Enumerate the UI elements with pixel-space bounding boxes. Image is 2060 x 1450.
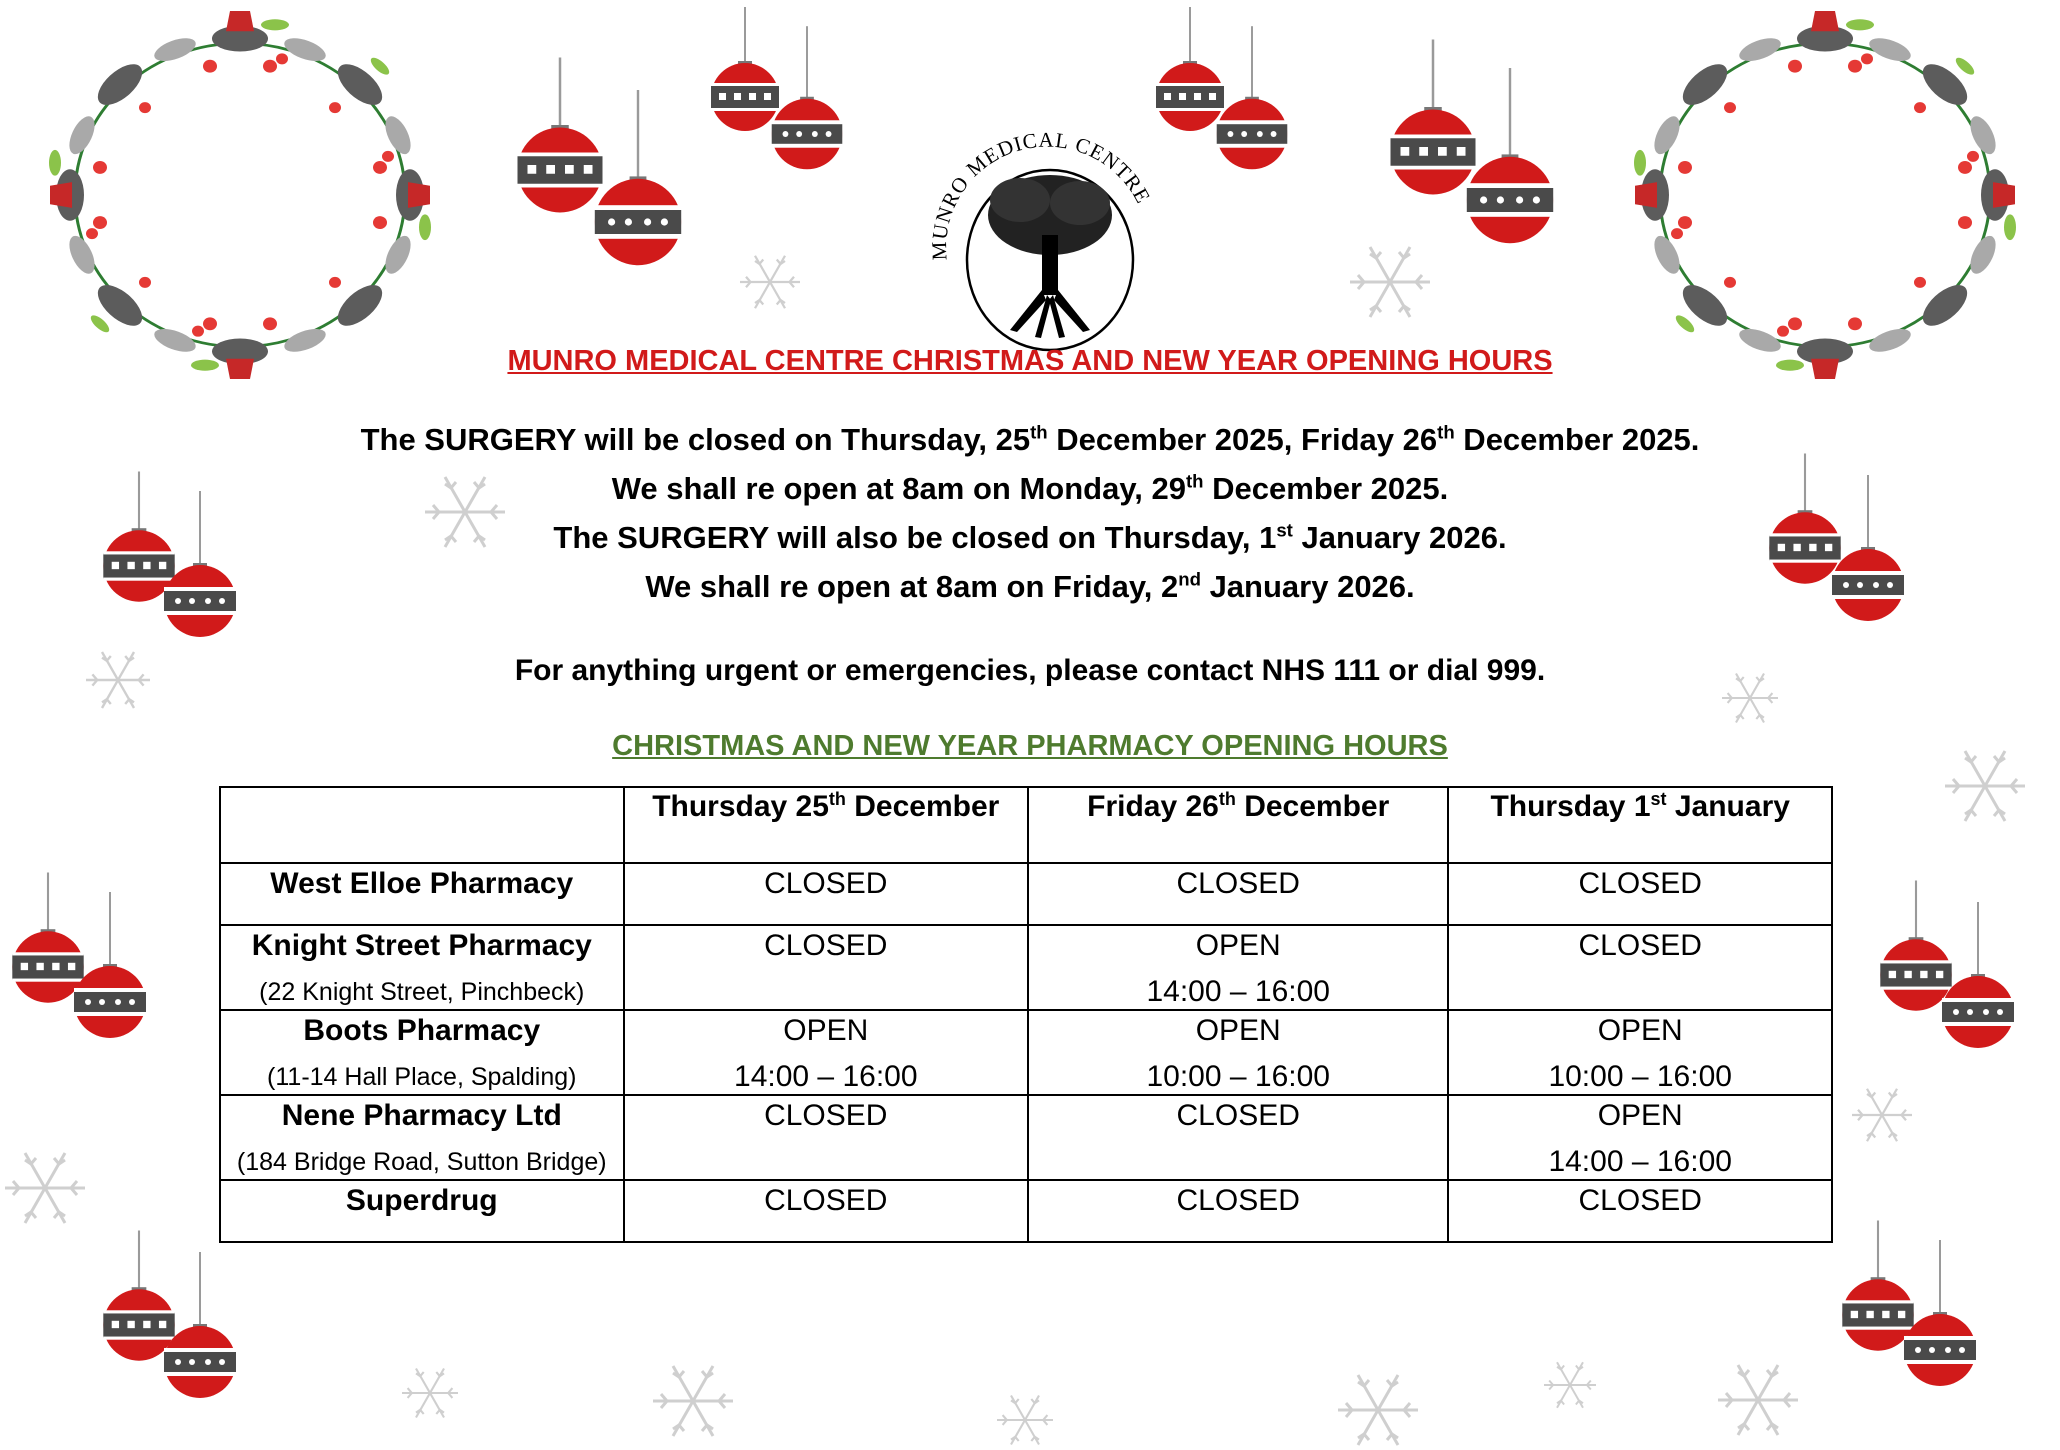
bauble-icon [1156, 7, 1224, 131]
bauble-icon [1880, 881, 1951, 1011]
header-cell-thu-1-jan: Thursday 1st January [1448, 787, 1832, 863]
pharmacy-name-cell: Nene Pharmacy Ltd (184 Bridge Road, Sutton Bridge) [220, 1095, 624, 1180]
table-header-row [220, 787, 1832, 863]
notice-line-2: We shall re open at 8am on Monday, 29th December 2025. [611, 470, 1449, 506]
snowflake-icon [1350, 247, 1430, 317]
bauble-icon [518, 58, 603, 213]
tree-logo-icon [925, 125, 1165, 355]
bauble-icon [772, 26, 843, 169]
snowflake-icon [653, 1366, 733, 1436]
table-row [220, 925, 1832, 1010]
pharmacy-name-cell: Knight Street Pharmacy (22 Knight Street, Pinchbeck) [220, 925, 624, 1010]
hours-cell: OPEN 14:00 – 16:00 [1448, 1095, 1832, 1180]
notice-line-4: We shall re open at 8am on Friday, 2nd January 2026. [645, 568, 1415, 604]
table-row [220, 1180, 1832, 1242]
pharmacy-section-title: CHRISTMAS AND NEW YEAR PHARMACY OPENING HOURS [612, 730, 1448, 762]
snowflake-icon [1852, 1089, 1912, 1142]
pharmacy-hours-table [219, 786, 1833, 1243]
hours-cell: OPEN 10:00 – 16:00 [1448, 1010, 1832, 1095]
hours-cell: CLOSED [624, 925, 1028, 1010]
hours-cell: CLOSED [624, 1095, 1028, 1180]
snowflake-icon [740, 256, 800, 309]
snowflake-icon [402, 1369, 458, 1418]
snowflake-icon [1544, 1362, 1596, 1408]
pharmacy-name-cell: Boots Pharmacy (11-14 Hall Place, Spalding) [220, 1010, 624, 1095]
notice-line-3: The SURGERY will also be closed on Thursday, 1st January 2026. [553, 519, 1507, 555]
wreath-icon [49, 11, 431, 379]
bauble-icon [1467, 68, 1553, 243]
bauble-icon [103, 1231, 174, 1361]
bauble-icon [1217, 26, 1288, 169]
page-title: MUNRO MEDICAL CENTRE CHRISTMAS AND NEW YEAR OPENING HOURS [507, 345, 1553, 377]
hours-cell: CLOSED [1448, 925, 1832, 1010]
pharmacy-address: (184 Bridge Road, Sutton Bridge) [236, 1148, 607, 1176]
bauble-icon [595, 90, 681, 265]
surgery-notice [0, 415, 2060, 611]
hours-cell: CLOSED [1028, 1095, 1448, 1180]
pharmacy-name-cell: West Elloe Pharmacy [220, 863, 624, 925]
pharmacy-address: (11-14 Hall Place, Spalding) [267, 1063, 577, 1091]
snowflake-icon [1338, 1375, 1418, 1445]
bauble-icon [711, 7, 779, 131]
bauble-icon [1904, 1240, 1976, 1386]
snowflake-icon [5, 1153, 85, 1223]
bauble-icon [1842, 1221, 1913, 1351]
hours-cell: CLOSED [1448, 863, 1832, 925]
logo-text: MUNRO MEDICAL CENTRE [926, 127, 1156, 261]
table-row [220, 1010, 1832, 1095]
table-row [220, 1095, 1832, 1180]
bauble-icon [164, 1252, 236, 1398]
hours-cell: CLOSED [1448, 1180, 1832, 1242]
header-cell-thu-25-dec: Thursday 25th December [624, 787, 1028, 863]
hours-cell: OPEN 14:00 – 16:00 [1028, 925, 1448, 1010]
urgent-contact-text: For anything urgent or emergencies, please contact NHS 111 or dial 999. [514, 654, 1546, 687]
pharmacy-name-cell: Superdrug [220, 1180, 624, 1242]
bauble-icon [12, 873, 83, 1003]
notice-line-1: The SURGERY will be closed on Thursday, 25th December 2025, Friday 26th December 2025. [360, 421, 1700, 457]
hours-cell: OPEN 14:00 – 16:00 [624, 1010, 1028, 1095]
bauble-icon [1391, 40, 1476, 195]
hours-cell: OPEN 10:00 – 16:00 [1028, 1010, 1448, 1095]
table-row [220, 863, 1832, 925]
bauble-icon [1942, 902, 2014, 1048]
hours-cell: CLOSED [1028, 863, 1448, 925]
hours-cell: CLOSED [1028, 1180, 1448, 1242]
header-cell-fri-26-dec: Friday 26th December [1028, 787, 1448, 863]
snowflake-icon [997, 1396, 1053, 1445]
pharmacy-address: (22 Knight Street, Pinchbeck) [259, 978, 585, 1006]
bauble-icon [74, 892, 146, 1038]
header-cell-empty [220, 787, 624, 863]
wreath-icon [1634, 11, 2016, 379]
snowflake-icon [1718, 1365, 1798, 1435]
hours-cell: CLOSED [624, 863, 1028, 925]
hours-cell: CLOSED [624, 1180, 1028, 1242]
